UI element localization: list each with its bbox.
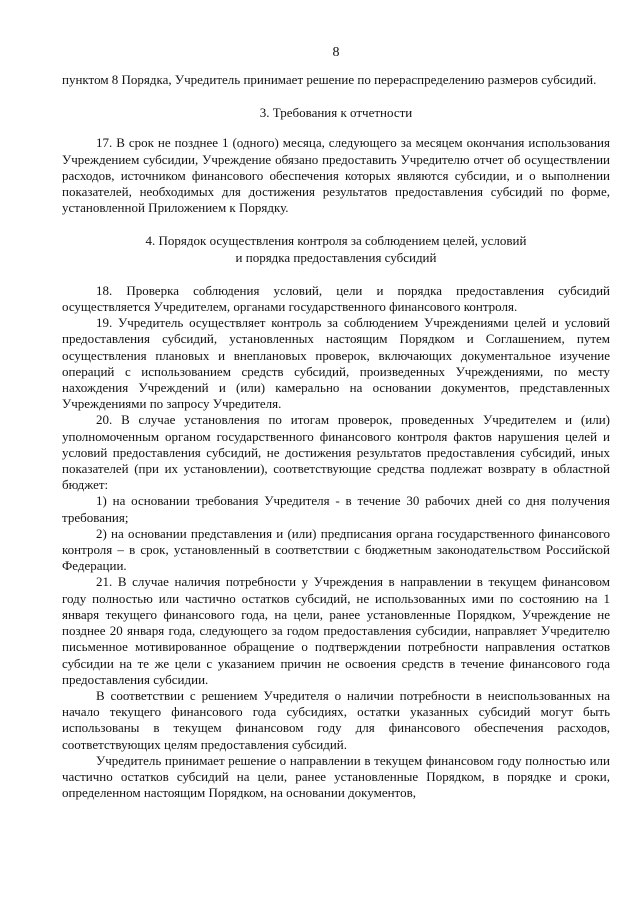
paragraph-20-item-1: 1) на основании требования Учредителя - в течение 30 рабочих дней со дня получения требования; xyxy=(62,493,610,525)
paragraph-21-founder-decision: Учредитель принимает решение о направлении в текущем финансовом году полностью или частично остатков субсидий на цели, ранее установленные Порядком, в порядке и сроки, определенном настоящим Порядком, на основании документов, xyxy=(62,752,610,801)
section-4-title-line-2: и порядка предоставления субсидий xyxy=(235,249,437,265)
page-number: 8 xyxy=(332,45,340,60)
paragraph-20: 20. В случае установления по итогам проверок, проведенных Учредителем и (или) уполномоченным органом государственного финансового контроля фактов нарушения целей и условий предоставления субсидий, не достижения результатов предоставления субсидий, иных показателей (при их установлении), соответствующие средства подлежат возврату в областной бюджет: xyxy=(62,412,610,493)
paragraph-18: 18. Проверка соблюдения условий, цели и порядка предоставления субсидий осуществляется Учредителем, органами государственного финансового контроля. xyxy=(62,282,610,315)
section-4-title-line-1: 4. Порядок осуществления контроля за соблюдением целей, условий xyxy=(145,233,527,249)
paragraph-21-decision: В соответствии с решением Учредителя о наличии потребности в неиспользованных на начало текущего финансового года субсидиях, остатки указанных субсидий могут быть использованы в текущем финансовом году для финансового обеспечения расходов, соответствующих целям предоставления субсидий. xyxy=(62,687,610,752)
paragraph-17: 17. В срок не позднее 1 (одного) месяца, следующего за месяцем окончания использования Учреждением субсидии, Учреждение обязано предоставить Учредителю отчет об осуществлении расходов, источником финансового обеспечения которых являются субсидии, и о выполнении показателей, необходимых для достижения результатов предоставления субсидий по форме, установленной Приложением к Порядку. xyxy=(62,135,610,216)
paragraph-20-item-2: 2) на основании представления и (или) предписания органа государственного финансового контроля – в срок, установленный в соответствии с бюджетным законодательством Российской Федерации. xyxy=(62,525,610,574)
section-3-title: 3. Требования к отчетности xyxy=(259,105,413,121)
paragraph-19: 19. Учредитель осуществляет контроль за соблюдением Учреждениями целей и условий предоставления субсидий, установленных настоящим Порядком и Соглашением, путем осуществления плановых и внеплановых проверок, включающих документальное изучение операций с использованием средств субсидий, произведенных Учреждениями, по месту нахождения Учреждений и (или) камерально на основании документов, представленных Учреждениями по запросу Учредителя. xyxy=(62,315,610,412)
paragraph-21: 21. В случае наличия потребности у Учреждения в направлении в текущем финансовом году полностью или частично остатков субсидий, не использованных ими по состоянию на 1 января текущего финансового года, на цели, ранее установленные Порядком, Учреждение не позднее 20 января года, следующего за годом предоставления субсидии, направляет Учредителю письменное мотивированное обращение о подтверждении потребности направления остатков субсидии на те же цели с указанием причин не освоения средств в течение финансового года предоставления субсидии. xyxy=(62,574,610,687)
intro-paragraph: пунктом 8 Порядка, Учредитель принимает решение по перераспределению размеров субсидий. xyxy=(62,72,597,87)
